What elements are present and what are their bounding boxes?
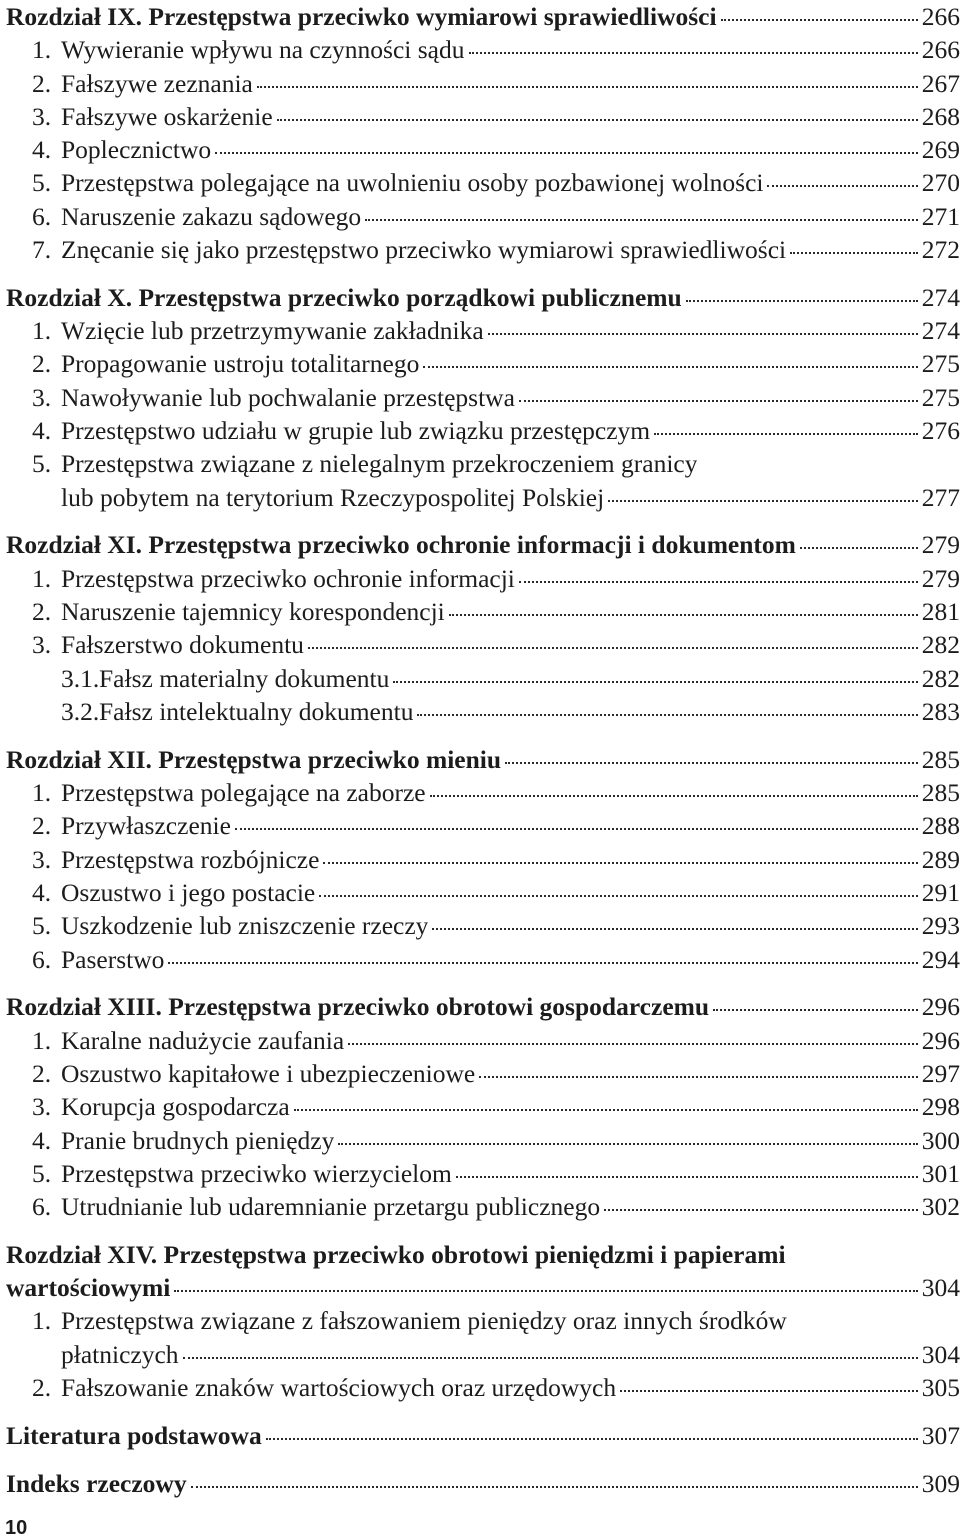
toc-section-entry[interactable]: [6, 1057, 960, 1090]
section-number: 1.: [32, 316, 52, 346]
section-number: 6.: [32, 1192, 52, 1222]
section-title: Przestępstwa rozbójnicze: [61, 844, 320, 874]
page-ref: 279: [921, 530, 960, 560]
toc-section-entry[interactable]: [6, 200, 960, 233]
dot-leader: [654, 433, 918, 435]
toc-section-entry[interactable]: [6, 67, 960, 100]
section-number: 5.: [32, 911, 52, 941]
page-ref: 294: [921, 944, 960, 974]
section-title: Przestępstwa polegające na uwolnieniu osoby pozbawionej wolności: [61, 168, 764, 198]
toc-section-entry[interactable]: [6, 943, 960, 976]
page-ref: 282: [921, 630, 960, 660]
section-number: 4.: [32, 877, 52, 907]
dot-leader: [323, 862, 917, 864]
page-ref: 268: [921, 101, 960, 131]
section-title: Poplecznictwo: [61, 135, 212, 165]
section-title: Wzięcie lub przetrzymywanie zakładnika: [61, 316, 484, 346]
page-ref: 277: [921, 482, 960, 512]
section-title: Propagowanie ustroju totalitarnego: [61, 349, 420, 379]
section-number: 1.: [32, 1306, 52, 1336]
dot-leader: [686, 300, 918, 302]
toc-chapter-entry[interactable]: [6, 281, 960, 314]
toc-subsection-entry[interactable]: [6, 695, 960, 728]
section-number: 2.: [32, 811, 52, 841]
page-ref: 296: [921, 992, 960, 1022]
page-ref: 281: [921, 597, 960, 627]
section-number: 4.: [32, 416, 52, 446]
section-title: Korupcja gospodarcza: [61, 1092, 290, 1122]
section-title-part: Przestępstwa związane z nielegalnym przekroczeniem granicy: [61, 449, 698, 479]
page-ref: 272: [921, 235, 960, 265]
page-ref: 285: [921, 744, 960, 774]
section-number: 1.: [32, 563, 52, 593]
dot-leader: [430, 795, 918, 797]
section-title: Przestępstwa polegające na zaborze: [61, 778, 426, 808]
dot-leader: [365, 219, 918, 221]
page-ref: 285: [921, 778, 960, 808]
section-title: Przestępstwa przeciwko ochronie informacji: [61, 563, 515, 593]
toc-section-entry[interactable]: [6, 166, 960, 199]
page-ref: 298: [921, 1092, 960, 1122]
chapter-title: Rozdział IX. Przestępstwa przeciwko wymiarowi sprawiedliwości: [6, 2, 717, 31]
dot-leader: [713, 1009, 918, 1011]
section-title: Znęcanie się jako przestępstwo przeciwko wymiarowi sprawiedliwości: [61, 235, 787, 265]
page-ref: 274: [921, 316, 960, 346]
chapter-heading-line: [6, 1238, 960, 1271]
dot-leader: [519, 581, 918, 583]
section-number: 7.: [32, 235, 52, 265]
page-ref: 291: [921, 877, 960, 907]
page-ref: 307: [921, 1420, 960, 1450]
chapter-title: Indeks rzeczowy: [6, 1468, 187, 1498]
dot-leader: [505, 762, 918, 764]
dot-leader: [519, 400, 918, 402]
dot-leader: [215, 152, 918, 154]
dot-leader: [168, 962, 917, 964]
section-title: Oszustwo i jego postacie: [61, 877, 316, 907]
section-number: 3.: [32, 844, 52, 874]
toc-section-entry[interactable]: [6, 414, 960, 447]
dot-leader: [790, 252, 918, 254]
dot-leader: [235, 828, 918, 830]
section-title: Fałsz intelektualny dokumentu: [99, 696, 414, 726]
toc-section-entry[interactable]: [6, 1371, 960, 1404]
dot-leader: [266, 1438, 918, 1440]
section-number: 4.: [32, 135, 52, 165]
page-ref: 309: [921, 1468, 960, 1498]
dot-leader: [488, 333, 918, 335]
toc-section-entry[interactable]: [6, 1190, 960, 1223]
page-ref: 288: [921, 811, 960, 841]
subsection-number: 3.2.: [61, 696, 100, 726]
dot-leader: [393, 681, 917, 683]
section-number: 6.: [32, 201, 52, 231]
dot-leader: [479, 1076, 918, 1078]
page-ref: 279: [921, 563, 960, 593]
page-ref: 293: [921, 911, 960, 941]
toc-section-entry[interactable]: [6, 562, 960, 595]
section-number: 5.: [32, 1158, 52, 1188]
section-title: Paserstwo: [61, 944, 165, 974]
section-title: Przywłaszczenie: [61, 811, 231, 841]
chapter-title: wartościowymi: [6, 1273, 171, 1303]
toc-section-entry[interactable]: [6, 876, 960, 909]
toc-section-entry[interactable]: [6, 843, 960, 876]
section-title: Nawoływanie lub pochwalanie przestępstwa: [61, 382, 515, 412]
section-number: 2.: [32, 597, 52, 627]
page-ref: 271: [921, 201, 960, 231]
dot-leader: [721, 19, 918, 21]
page-ref: 301: [921, 1158, 960, 1188]
dot-leader: [423, 366, 917, 368]
toc-section-entry[interactable]: [6, 233, 960, 266]
section-number: 3.: [32, 382, 52, 412]
dot-leader: [277, 119, 918, 121]
dot-leader: [469, 52, 918, 54]
dot-leader: [308, 647, 918, 649]
section-title: Fałsz materialny dokumentu: [99, 663, 390, 693]
section-number: 2.: [32, 1058, 52, 1088]
toc-section-entry[interactable]: [6, 347, 960, 380]
section-number: 5.: [32, 449, 52, 479]
section-title: lub pobytem na terytorium Rzeczypospolitej Polskiej: [61, 482, 605, 512]
subsection-number: 3.1.: [61, 663, 100, 693]
section-title: Wywieranie wpływu na czynności sądu: [61, 35, 465, 65]
toc-section-entry[interactable]: [6, 33, 960, 66]
dot-leader: [174, 1290, 917, 1292]
dot-leader: [432, 928, 917, 930]
toc-section-entry[interactable]: [6, 381, 960, 414]
toc-section-entry[interactable]: [6, 100, 960, 133]
dot-leader: [338, 1143, 917, 1145]
section-title: Pranie brudnych pieniędzy: [61, 1125, 335, 1155]
page-ref: 304: [921, 1339, 960, 1369]
page-ref: 283: [921, 696, 960, 726]
page-ref: 289: [921, 844, 960, 874]
toc-chapter-entry[interactable]: [6, 1271, 960, 1304]
section-title: Oszustwo kapitałowe i ubezpieczeniowe: [61, 1058, 476, 1088]
chapter-title: Rozdział XI. Przestępstwa przeciwko ochronie informacji i dokumentom: [6, 530, 796, 560]
page-ref: 270: [921, 168, 960, 198]
section-title: Fałszowanie znaków wartościowych oraz urzędowych: [61, 1373, 617, 1403]
section-number: 5.: [32, 168, 52, 198]
toc-chapter-entry[interactable]: [6, 0, 960, 33]
toc-section-entry[interactable]: [6, 1157, 960, 1190]
section-first-line: [6, 1304, 960, 1337]
toc-subsection-entry[interactable]: [6, 662, 960, 695]
page-ref: 275: [921, 382, 960, 412]
section-title: Przestępstwa przeciwko wierzycielom: [61, 1158, 452, 1188]
section-number: 2.: [32, 68, 52, 98]
toc-chapter-entry[interactable]: [6, 528, 960, 561]
dot-leader: [449, 614, 918, 616]
section-number: 6.: [32, 944, 52, 974]
dot-leader: [191, 1486, 918, 1488]
section-title: Utrudnianie lub udaremnianie przetargu publicznego: [61, 1192, 601, 1222]
page-ref: 266: [921, 35, 960, 65]
toc-chapter-entry[interactable]: [6, 743, 960, 776]
section-number: 4.: [32, 1125, 52, 1155]
page-ref: 276: [921, 416, 960, 446]
page-ref: 305: [921, 1373, 960, 1403]
page-ref: 269: [921, 135, 960, 165]
toc-section-entry[interactable]: [6, 909, 960, 942]
toc-section-entry[interactable]: [6, 1124, 960, 1157]
table-of-contents: [6, 0, 960, 1500]
chapter-title: Rozdział XIII. Przestępstwa przeciwko obrotowi gospodarczemu: [6, 992, 710, 1022]
page-ref: 275: [921, 349, 960, 379]
page-number: 10: [5, 1517, 28, 1539]
toc-section-entry[interactable]: [6, 776, 960, 809]
dot-leader: [319, 895, 918, 897]
section-number: 2.: [32, 1373, 52, 1403]
dot-leader: [608, 500, 918, 502]
section-first-line: [6, 447, 960, 480]
page-ref: 267: [921, 68, 960, 98]
page-ref: 282: [921, 663, 960, 693]
section-title: Fałszerstwo dokumentu: [61, 630, 304, 660]
page-ref: 297: [921, 1058, 960, 1088]
section-title: Fałszywe zeznania: [61, 68, 253, 98]
dot-leader: [294, 1109, 918, 1111]
chapter-title: Rozdział X. Przestępstwa przeciwko porządkowi publicznemu: [6, 282, 682, 312]
toc-section-entry[interactable]: [6, 1338, 960, 1371]
chapter-title: Rozdział XII. Przestępstwa przeciwko mieniu: [6, 744, 502, 774]
dot-leader: [456, 1176, 918, 1178]
dot-leader: [620, 1390, 918, 1392]
dot-leader: [604, 1209, 918, 1211]
toc-section-entry[interactable]: [6, 133, 960, 166]
section-title: płatniczych: [61, 1339, 179, 1369]
toc-chapter-entry[interactable]: [6, 1467, 960, 1500]
toc-section-entry[interactable]: [6, 1024, 960, 1057]
section-number: 1.: [32, 1025, 52, 1055]
toc-section-entry[interactable]: [6, 809, 960, 842]
section-number: 3.: [32, 1092, 52, 1122]
section-title: Naruszenie zakazu sądowego: [61, 201, 362, 231]
toc-chapter-entry[interactable]: [6, 990, 960, 1023]
toc-section-entry[interactable]: [6, 595, 960, 628]
dot-leader: [257, 86, 918, 88]
section-title: Karalne nadużycie zaufania: [61, 1025, 345, 1055]
page-ref: 266: [921, 2, 960, 31]
toc-section-entry[interactable]: [6, 628, 960, 661]
page-ref: 274: [921, 282, 960, 312]
toc-section-entry[interactable]: [6, 1090, 960, 1123]
chapter-title: Literatura podstawowa: [6, 1420, 262, 1450]
dot-leader: [348, 1043, 918, 1045]
dot-leader: [800, 547, 918, 549]
toc-section-entry[interactable]: [6, 481, 960, 514]
dot-leader: [417, 714, 917, 716]
section-title: Naruszenie tajemnicy korespondencji: [61, 597, 445, 627]
chapter-title-part: Rozdział XIV. Przestępstwa przeciwko obrotowi pieniędzmi i papierami: [6, 1239, 786, 1269]
section-number: 2.: [32, 349, 52, 379]
section-title: Przestępstwo udziału w grupie lub związku przestępczym: [61, 416, 651, 446]
toc-chapter-entry[interactable]: [6, 1419, 960, 1452]
page-ref: 304: [921, 1273, 960, 1303]
dot-leader: [767, 185, 917, 187]
section-number: 1.: [32, 35, 52, 65]
section-title-part: Przestępstwa związane z fałszowaniem pieniędzy oraz innych środków: [61, 1306, 787, 1336]
section-number: 3.: [32, 101, 52, 131]
toc-section-entry[interactable]: [6, 314, 960, 347]
section-title: Uszkodzenie lub zniszczenie rzeczy: [61, 911, 429, 941]
section-number: 3.: [32, 630, 52, 660]
section-title: Fałszywe oskarżenie: [61, 101, 273, 131]
page-ref: 300: [921, 1125, 960, 1155]
page-ref: 296: [921, 1025, 960, 1055]
dot-leader: [183, 1357, 918, 1359]
page-ref: 302: [921, 1192, 960, 1222]
section-number: 1.: [32, 778, 52, 808]
